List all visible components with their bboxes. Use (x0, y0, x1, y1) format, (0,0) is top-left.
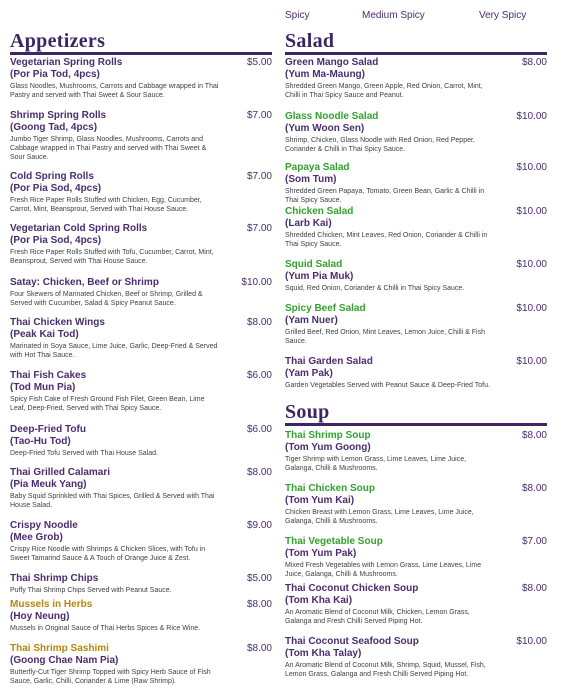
item-description: Fresh Rice Paper Rolls Stuffed with Chicken, Egg, Cucumber, Carrot, Mint, Beansprout, Served with Thai House Sauce. (10, 197, 202, 213)
heat-label-very-spicy: Very Spicy (479, 10, 527, 21)
item-name: Thai Chicken Wings (10, 317, 105, 328)
item-description: Spicy Fish Cake of Fresh Ground Fish Filet, Green Bean, Lime Leaf, Deep-Fried, Served with Thai Spicy Sauce. (10, 396, 205, 412)
menu-item (10, 643, 272, 686)
item-thai-name: (Por Pia Sod, 4pcs) (10, 183, 102, 194)
item-price: $8.00 (246, 467, 272, 478)
menu-item (10, 599, 272, 633)
menu-item (10, 317, 272, 360)
item-name: Thai Fish Cakes (10, 370, 87, 381)
menu-item (285, 111, 547, 154)
item-description: Puffy Thai Shrimp Chips Served with Peanut Sauce. (10, 587, 172, 594)
item-price: $10.00 (516, 636, 547, 647)
item-price: $8.00 (246, 599, 272, 610)
item-thai-name: (Por Pia Sod, 4pcs) (10, 235, 102, 246)
menu-item (285, 636, 547, 679)
item-description: Butterfly-Cut Tiger Shrimp Topped with Spicy Herb Sauce of Fish Sauce, Garlic, Chilli, Coriander & Lime (Raw Shrimp). (10, 669, 211, 685)
item-description: Crispy Rice Noodle with Shrimps & Chicken Slices, with Tofu in Sweet Tamarind Sauce & A Touch of Orange Juice & Zest. (10, 546, 206, 562)
item-price: $7.00 (521, 536, 547, 547)
appetizers-divider (10, 52, 272, 55)
menu-item (10, 110, 272, 162)
item-price: $10.00 (516, 356, 547, 367)
item-thai-name: (Tom Yum Kai) (285, 495, 355, 506)
item-description: Marinated in Soya Sauce, Lime Juice, Garlic, Deep-Fried & Served with Hot Thai Sauce. (10, 343, 218, 359)
item-name: Vegetarian Cold Spring Rolls (10, 223, 148, 234)
item-name: Thai Coconut Chicken Soup (285, 583, 419, 594)
item-name: Chicken Salad (285, 206, 354, 217)
item-price: $7.00 (246, 110, 272, 121)
item-name: Green Mango Salad (285, 57, 379, 68)
item-price: $7.00 (246, 171, 272, 182)
item-thai-name: (Yam Pak) (285, 368, 333, 379)
item-thai-name: (Yum Woon Sen) (285, 123, 365, 134)
heat-label-medium-spicy: Medium Spicy (362, 10, 425, 21)
soup-divider (285, 423, 547, 426)
item-name: Cold Spring Rolls (10, 171, 94, 182)
item-name: Shrimp Spring Rolls (10, 110, 107, 121)
item-thai-name: (Yum Ma-Maung) (285, 69, 365, 80)
item-price: $10.00 (516, 259, 547, 270)
item-price: $8.00 (521, 430, 547, 441)
item-price: $5.00 (246, 57, 272, 68)
salad-heading: Salad (285, 30, 335, 52)
item-thai-name: (Tom Yum Goong) (285, 442, 371, 453)
item-description: An Aromatic Blend of Coconut Milk, Shrimp, Squid, Mussel, Fish, Lemon Grass, Galanga and Fresh Chilli Served Piping Hot. (285, 662, 486, 678)
item-name: Vegetarian Spring Rolls (10, 57, 123, 68)
menu-item (10, 223, 272, 266)
item-price: $6.00 (246, 424, 272, 435)
item-thai-name: (Mee Grob) (10, 532, 63, 543)
item-price: $8.00 (246, 317, 272, 328)
menu-item (10, 424, 272, 458)
item-name: Thai Shrimp Soup (285, 430, 371, 441)
menu-item (10, 467, 272, 510)
menu-item (285, 356, 547, 390)
item-thai-name: (Tao-Hu Tod) (10, 436, 71, 447)
item-thai-name: (Goong Tad, 4pcs) (10, 122, 98, 133)
item-description: Four Skewers of Marinated Chicken, Beef or Shrimp, Grilled & Served with Cucumber, Salad & Spicy Peanut Sauce. (10, 291, 203, 307)
item-description: Grilled Beef, Red Onion, Mint Leaves, Lemon Juice, Chilli & Fish Sauce. (285, 329, 485, 345)
menu-item (10, 171, 272, 214)
item-thai-name: (Tod Mun Pia) (10, 382, 76, 393)
menu-item (285, 430, 547, 473)
menu-item (10, 573, 272, 595)
item-price: $8.00 (246, 643, 272, 654)
item-thai-name: (Peak Kai Tod) (10, 329, 79, 340)
menu-item (10, 277, 272, 308)
menu-item (285, 162, 547, 205)
menu-item (285, 57, 547, 100)
item-description: Glass Noodles, Mushrooms, Carrots and Cabbage wrapped in Thai Pastry and served with Thai Sweet & Sour Sauce. (10, 83, 219, 99)
item-description: Deep-Fried Tofu Served with Thai House Salad. (10, 450, 158, 457)
item-thai-name: (Larb Kai) (285, 218, 332, 229)
item-description: Baby Squid Sprinkled with Thai Spices, Grilled & Served with Thai House Salad. (10, 493, 215, 509)
menu-item (285, 583, 547, 626)
item-price: $8.00 (521, 483, 547, 494)
menu-item (285, 206, 547, 249)
item-thai-name: (Yum Pia Muk) (285, 271, 354, 282)
item-price: $9.00 (246, 520, 272, 531)
menu-item (285, 483, 547, 526)
item-price: $10.00 (516, 162, 547, 173)
heat-label-spicy: Spicy (285, 10, 310, 21)
item-price: $10.00 (516, 111, 547, 122)
item-price: $10.00 (516, 206, 547, 217)
menu-item (285, 536, 547, 579)
item-description: Garden Vegetables Served with Peanut Sauce & Deep-Fried Tofu. (285, 382, 490, 389)
item-description: Shredded Chicken, Mint Leaves, Red Onion, Coriander & Chilli in Thai Spicy Sauce. (285, 232, 488, 248)
item-name: Thai Vegetable Soup (285, 536, 383, 547)
menu-item (10, 520, 272, 563)
item-name: Satay: Chicken, Beef or Shrimp (10, 277, 159, 288)
item-name: Thai Chicken Soup (285, 483, 376, 494)
item-thai-name: (Tom Kha Talay) (285, 648, 362, 659)
item-description: Mixed Fresh Vegetables with Lemon Grass, Lime Leaves, Lime Juice, Galanga, Chilli & Mushrooms. (285, 562, 482, 578)
item-name: Thai Garden Salad (285, 356, 373, 367)
item-name: Spicy Beef Salad (285, 303, 366, 314)
item-thai-name: (Som Tum) (285, 174, 337, 185)
item-price: $6.00 (246, 370, 272, 381)
item-description: Fresh Rice Paper Rolls Stuffed with Tofu, Cucumber, Carrot, Mint, Beansprout, Served with Thai House Sauce. (10, 249, 214, 265)
menu-item (10, 370, 272, 413)
item-thai-name: (Tom Kha Kai) (285, 595, 353, 606)
item-description: Mussels in Original Sauce of Thai Herbs Spices & Rice Wine. (10, 625, 201, 632)
menu-item (285, 303, 547, 346)
item-thai-name: (Pia Meuk Yang) (10, 479, 87, 490)
item-price: $10.00 (241, 277, 272, 288)
item-description: Jumbo Tiger Shrimp, Glass Noodles, Mushrooms, Carrots and Cabbage wrapped in Thai Pastry and served with Thai Sweet & Sour Sauce. (10, 136, 207, 161)
item-thai-name: (Por Pia Tod, 4pcs) (10, 69, 100, 80)
item-thai-name: (Yam Nuer) (285, 315, 338, 326)
item-description: Chicken Breast with Lemon Grass, Lime Leaves, Lime Juice, Galanga, Chilli & Mushrooms. (285, 509, 474, 525)
item-name: Thai Coconut Seafood Soup (285, 636, 419, 647)
item-name: Deep-Fried Tofu (10, 424, 86, 435)
item-price: $7.00 (246, 223, 272, 234)
item-thai-name: (Goong Chae Nam Pia) (10, 655, 119, 666)
item-thai-name: (Tom Yum Pak) (285, 548, 357, 559)
item-name: Thai Grilled Calamari (10, 467, 111, 478)
item-name: Thai Shrimp Chips (10, 573, 99, 584)
item-description: An Aromatic Blend of Coconut Milk, Chicken, Lemon Grass, Galanga and Fresh Chilli Served Piping Hot. (285, 609, 470, 625)
item-description: Squid, Red Onion, Coriander & Chilli in Thai Spicy Sauce. (285, 285, 465, 292)
item-name: Squid Salad (285, 259, 343, 270)
item-name: Thai Shrimp Sashimi (10, 643, 109, 654)
item-name: Crispy Noodle (10, 520, 78, 531)
item-name: Glass Noodle Salad (285, 111, 379, 122)
item-description: Tiger Shrimp with Lemon Grass, Lime Leaves, Lime Juice, Galanga, Chilli & Mushrooms. (285, 456, 467, 472)
item-price: $8.00 (521, 57, 547, 68)
soup-heading: Soup (285, 401, 330, 423)
item-price: $8.00 (521, 583, 547, 594)
item-price: $5.00 (246, 573, 272, 584)
appetizers-heading: Appetizers (10, 30, 106, 52)
menu-item (285, 259, 547, 293)
item-description: Shrimp, Chicken, Glass Noodle with Red Onion, Red Pepper, Coriander & Chilli in Thai Spicy Sauce. (285, 137, 475, 153)
menu-item (10, 57, 272, 100)
item-price: $10.00 (516, 303, 547, 314)
item-name: Papaya Salad (285, 162, 350, 173)
item-description: Shredded Green Mango, Green Apple, Red Onion, Carrot, Mint, Chilli in Thai Spicy Sauce and Peanut. (285, 83, 483, 99)
item-name: Mussels in Herbs (10, 599, 93, 610)
item-description: Shredded Green Papaya, Tomato, Green Bean, Garlic & Chilli in Thai Spicy Sauce. (285, 188, 485, 204)
item-thai-name: (Hoy Neung) (10, 611, 70, 622)
salad-divider (285, 52, 547, 55)
